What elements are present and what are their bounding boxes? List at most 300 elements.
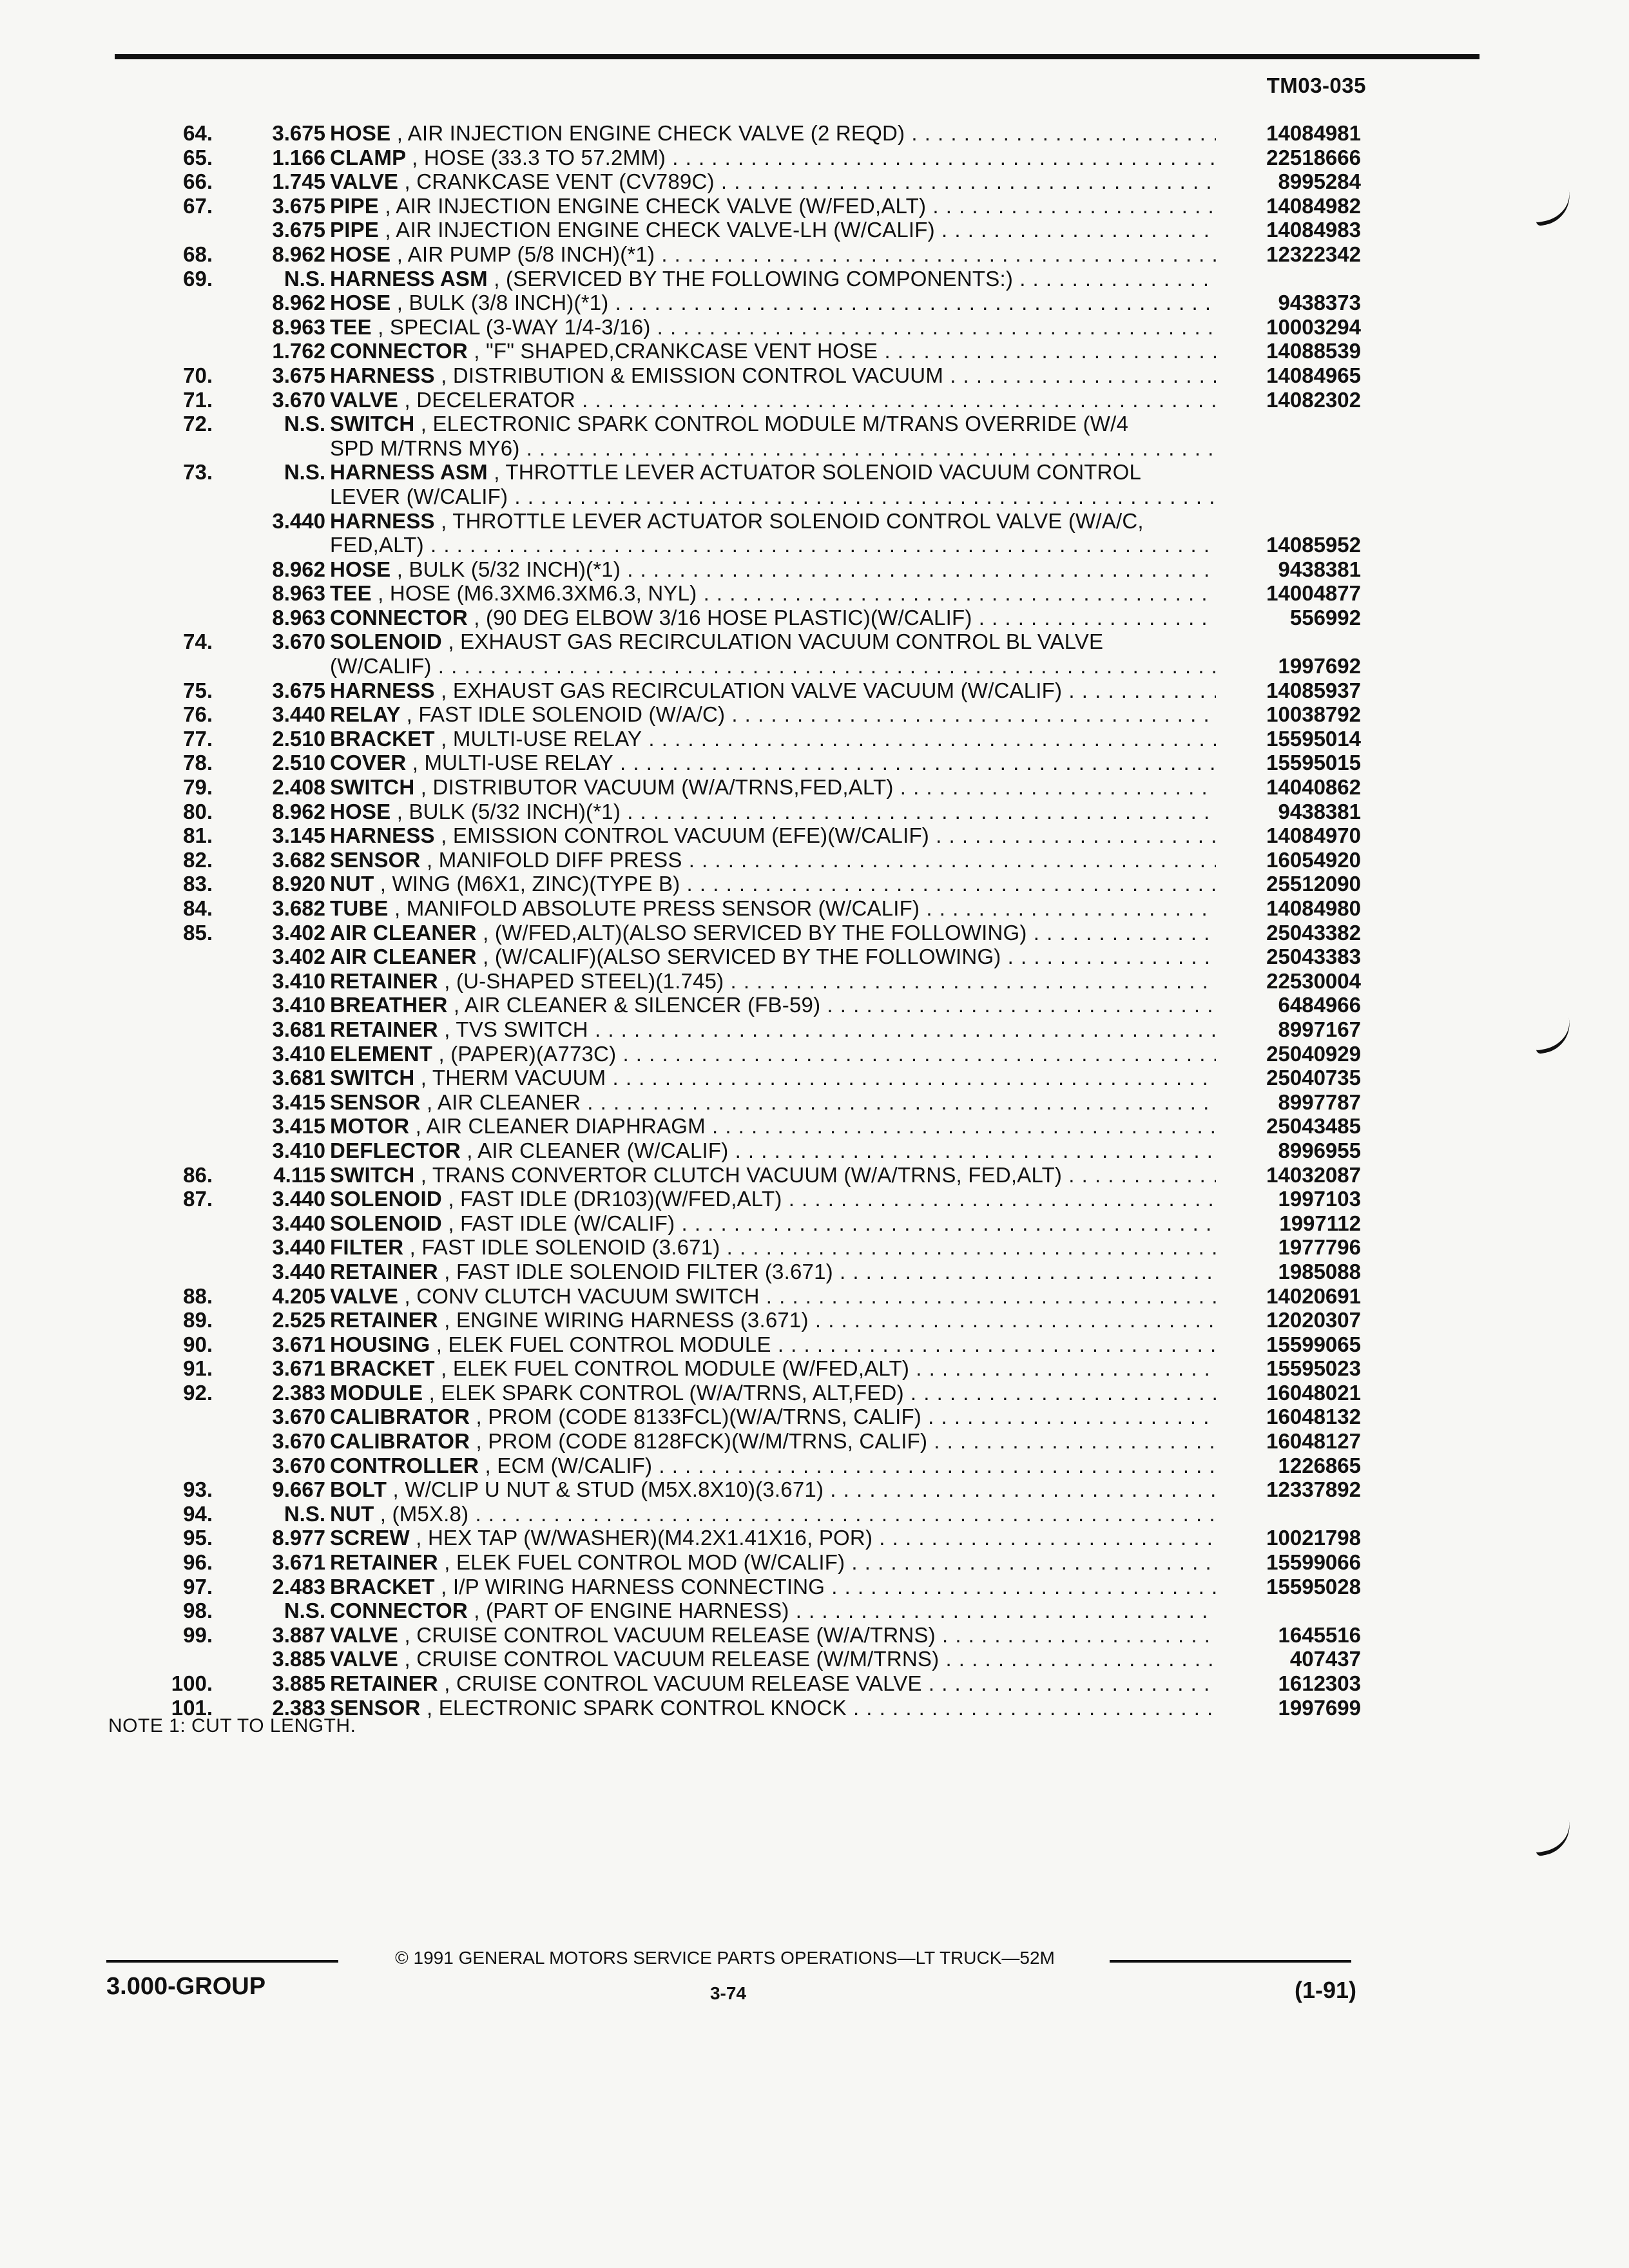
item-number: 73. — [183, 460, 213, 485]
part-name: CALIBRATOR — [330, 1429, 470, 1454]
part-name: RETAINER — [330, 1017, 438, 1041]
item-number: 64. — [183, 121, 213, 145]
part-number: 10021798 — [1266, 1526, 1361, 1550]
part-detail: , CRANKCASE VENT (CV789C) — [404, 169, 715, 194]
table-row — [0, 1187, 1629, 1211]
part-name: HOUSING — [330, 1332, 430, 1356]
part-detail: , HOSE (M6.3XM6.3XM6.3, NYL) — [378, 581, 697, 606]
table-row — [0, 267, 1629, 291]
part-description — [330, 1308, 1216, 1332]
part-name: BOLT — [330, 1477, 387, 1502]
item-number: 69. — [183, 266, 213, 291]
group-number: N.S. — [284, 460, 325, 485]
part-detail: , AIR INJECTION ENGINE CHECK VALVE-LH (W/CALIF) — [385, 218, 935, 242]
part-number: 12322342 — [1266, 242, 1361, 266]
table-row — [0, 1623, 1629, 1648]
item-number: 65. — [183, 145, 213, 169]
group-number: 8.963 — [272, 581, 325, 606]
part-name: TEE — [330, 581, 372, 606]
table-row — [0, 896, 1629, 921]
part-description — [330, 1356, 1216, 1381]
item-number: 66. — [183, 169, 213, 194]
footnote: NOTE 1: CUT TO LENGTH. — [108, 1715, 356, 1736]
item-number: 80. — [183, 799, 213, 823]
part-description — [330, 1260, 1216, 1284]
part-name: PIPE — [330, 193, 380, 218]
part-description — [330, 388, 1216, 412]
part-number: 15595023 — [1266, 1356, 1361, 1381]
group-number: 3.440 — [272, 1235, 325, 1260]
part-description — [330, 654, 1216, 678]
part-number: 14032087 — [1266, 1162, 1361, 1187]
part-description — [330, 533, 1216, 557]
group-number: 3.670 — [272, 1429, 325, 1454]
group-number: 3.681 — [272, 1066, 325, 1090]
part-number: 1977796 — [1278, 1235, 1361, 1260]
table-row — [0, 1526, 1629, 1550]
part-description — [330, 896, 1216, 921]
part-description — [330, 1429, 1216, 1454]
part-name: SOLENOID — [330, 629, 442, 654]
part-number: 14084982 — [1266, 193, 1361, 218]
part-description — [330, 509, 1216, 533]
group-number: 3.675 — [272, 121, 325, 145]
part-detail: LEVER (W/CALIF) — [330, 484, 508, 508]
part-name: VALVE — [330, 1283, 399, 1308]
group-number: 3.671 — [272, 1332, 325, 1356]
group-number: 3.671 — [272, 1356, 325, 1381]
part-description — [330, 1284, 1216, 1309]
part-number: 15599066 — [1266, 1550, 1361, 1575]
part-name: NUT — [330, 872, 374, 896]
part-detail: , FAST IDLE SOLENOID (3.671) — [409, 1235, 720, 1260]
part-number: 25040735 — [1266, 1066, 1361, 1090]
part-name: HOSE — [330, 557, 391, 581]
group-number: 3.415 — [272, 1090, 325, 1114]
item-number: 100. — [171, 1671, 213, 1695]
part-name: VALVE — [330, 1647, 399, 1671]
part-description — [330, 169, 1216, 194]
part-description — [330, 146, 1216, 170]
item-number: 97. — [183, 1574, 213, 1599]
item-number: 90. — [183, 1332, 213, 1356]
group-number: 4.115 — [273, 1162, 325, 1187]
group-number: 3.885 — [272, 1647, 325, 1671]
footer-rule-left — [106, 1960, 338, 1963]
part-number: 9438373 — [1278, 291, 1361, 315]
part-description — [330, 945, 1216, 969]
part-description — [330, 751, 1216, 775]
part-description — [330, 1623, 1216, 1648]
part-detail: , (PART OF ENGINE HARNESS) — [474, 1599, 789, 1623]
group-number: 8.962 — [272, 291, 325, 315]
table-row — [0, 533, 1629, 557]
part-detail: , AIR CLEANER — [426, 1090, 581, 1114]
revision-date: (1-91) — [1294, 1977, 1356, 2003]
part-description — [330, 363, 1216, 388]
part-name: HOSE — [330, 121, 391, 145]
part-name: HOSE — [330, 291, 391, 315]
table-row — [0, 146, 1629, 170]
part-name: BRACKET — [330, 1356, 435, 1381]
part-detail: FED,ALT) — [330, 533, 424, 557]
part-name: VALVE — [330, 169, 399, 194]
page-number: 3-74 — [709, 1983, 747, 2003]
part-name: HOSE — [330, 799, 391, 823]
group-number: 3.671 — [272, 1550, 325, 1575]
table-row — [0, 169, 1629, 194]
part-description — [330, 121, 1216, 146]
part-detail: , ELEK FUEL CONTROL MODULE (W/FED,ALT) — [441, 1356, 910, 1381]
group-number: 3.440 — [272, 1211, 325, 1235]
table-row — [0, 557, 1629, 582]
group-number: 3.670 — [272, 387, 325, 412]
group-label: 3.000-GROUP — [106, 1973, 266, 2000]
table-row — [0, 1332, 1629, 1357]
table-row — [0, 993, 1629, 1017]
part-number: 14004877 — [1266, 581, 1361, 606]
part-name: COVER — [330, 751, 407, 775]
part-detail: , (W/CALIF)(ALSO SERVICED BY THE FOLLOWING) — [483, 945, 1001, 969]
part-description — [330, 1477, 1216, 1502]
table-row — [0, 1066, 1629, 1090]
part-name: CONNECTOR — [330, 1599, 468, 1623]
part-detail: SPD M/TRNS MY6) — [330, 436, 520, 460]
part-detail: , FAST IDLE SOLENOID (W/A/C) — [406, 702, 726, 727]
table-row — [0, 823, 1629, 848]
part-number: 1226865 — [1278, 1453, 1361, 1477]
group-number: 3.675 — [272, 218, 325, 242]
part-number: 14088539 — [1266, 339, 1361, 363]
part-description — [330, 436, 1216, 461]
part-number: 12020307 — [1266, 1308, 1361, 1332]
part-name: HOSE — [330, 242, 391, 266]
part-number: 22530004 — [1266, 968, 1361, 993]
part-number: 556992 — [1289, 605, 1361, 629]
part-description — [330, 1114, 1216, 1139]
part-number: 1997103 — [1278, 1187, 1361, 1211]
table-row — [0, 291, 1629, 315]
table-row — [0, 1429, 1629, 1454]
part-description — [330, 775, 1216, 800]
part-detail: , EXHAUST GAS RECIRCULATION VALVE VACUUM (W/CALIF) — [441, 678, 1063, 702]
part-number: 14082302 — [1266, 387, 1361, 412]
group-number: 8.962 — [272, 242, 325, 266]
group-number: 3.682 — [272, 847, 325, 872]
part-name: RELAY — [330, 702, 401, 727]
part-number: 6484966 — [1278, 993, 1361, 1017]
parts-list — [0, 121, 1629, 1720]
table-row — [0, 1042, 1629, 1066]
group-number: 9.667 — [272, 1477, 325, 1502]
part-description — [330, 1235, 1216, 1260]
part-description — [330, 1139, 1216, 1163]
part-name: FILTER — [330, 1235, 404, 1260]
part-detail: , MULTI-USE RELAY — [412, 751, 613, 775]
part-name: RETAINER — [330, 1550, 438, 1575]
part-number: 25043383 — [1266, 945, 1361, 969]
group-number: 3.410 — [272, 1138, 325, 1162]
document-id: TM03-035 — [1266, 73, 1366, 97]
part-detail: , DECELERATOR — [404, 387, 575, 412]
copyright-line: © 1991 GENERAL MOTORS SERVICE PARTS OPERATIONS—LT TRUCK—52M — [395, 1948, 1055, 1968]
part-detail: , CRUISE CONTROL VACUUM RELEASE VALVE — [444, 1671, 922, 1695]
table-row — [0, 363, 1629, 388]
group-number: 3.887 — [272, 1622, 325, 1647]
binder-hole-mark — [1531, 1820, 1575, 1856]
part-number: 22518666 — [1266, 145, 1361, 169]
part-detail: , CONV CLUTCH VACUUM SWITCH — [404, 1283, 760, 1308]
table-row — [0, 678, 1629, 703]
part-description — [330, 1187, 1216, 1211]
table-row — [0, 485, 1629, 509]
table-row — [0, 1211, 1629, 1236]
part-detail: , FAST IDLE SOLENOID FILTER (3.671) — [444, 1259, 833, 1283]
table-row — [0, 606, 1629, 630]
part-detail: , AIR CLEANER (W/CALIF) — [467, 1138, 729, 1162]
table-row — [0, 702, 1629, 727]
part-description — [330, 702, 1216, 727]
item-number: 74. — [183, 629, 213, 654]
part-description — [330, 678, 1216, 703]
part-description — [330, 1526, 1216, 1550]
part-number: 15595028 — [1266, 1574, 1361, 1599]
part-description — [330, 1671, 1216, 1696]
group-number: 3.410 — [272, 968, 325, 993]
part-description — [330, 1042, 1216, 1066]
part-number: 15595015 — [1266, 751, 1361, 775]
item-number: 96. — [183, 1550, 213, 1575]
group-number: 3.440 — [272, 508, 325, 533]
part-number: 1645516 — [1278, 1622, 1361, 1647]
part-name: DEFLECTOR — [330, 1138, 461, 1162]
part-name: HARNESS — [330, 363, 435, 387]
part-description — [330, 1332, 1216, 1357]
part-name: SWITCH — [330, 1066, 415, 1090]
group-number: N.S. — [284, 1501, 325, 1526]
group-number: 3.681 — [272, 1017, 325, 1041]
part-name: CONTROLLER — [330, 1453, 479, 1477]
part-number: 14020691 — [1266, 1283, 1361, 1308]
group-number: 2.383 — [272, 1695, 325, 1720]
part-number: 8996955 — [1278, 1138, 1361, 1162]
part-detail: , (90 DEG ELBOW 3/16 HOSE PLASTIC)(W/CALIF) — [474, 605, 972, 629]
part-detail: , ELECTRONIC SPARK CONTROL MODULE M/TRANS OVERRIDE (W/4 — [420, 412, 1129, 436]
part-detail: , THERM VACUUM — [420, 1066, 606, 1090]
table-row — [0, 242, 1629, 267]
item-number: 70. — [183, 363, 213, 387]
part-name: RETAINER — [330, 1259, 438, 1283]
group-number: N.S. — [284, 1599, 325, 1623]
group-number: 2.383 — [272, 1380, 325, 1405]
part-detail: , DISTRIBUTOR VACUUM (W/A/TRNS,FED,ALT) — [420, 775, 894, 800]
part-description — [330, 727, 1216, 751]
item-number: 68. — [183, 242, 213, 266]
part-name: NUT — [330, 1501, 374, 1526]
part-number: 1997699 — [1278, 1695, 1361, 1720]
part-description — [330, 460, 1216, 485]
table-row — [0, 1235, 1629, 1260]
part-number: 16054920 — [1266, 847, 1361, 872]
part-description — [330, 1599, 1216, 1623]
item-number: 85. — [183, 920, 213, 945]
part-number: 1997112 — [1279, 1211, 1361, 1235]
item-number: 89. — [183, 1308, 213, 1332]
group-number: 3.440 — [272, 1259, 325, 1283]
part-name: CALIBRATOR — [330, 1405, 470, 1429]
item-number: 95. — [183, 1526, 213, 1550]
table-row — [0, 388, 1629, 412]
table-row — [0, 1599, 1629, 1623]
part-detail: , (M5X.8) — [380, 1501, 469, 1526]
part-number: 9438381 — [1278, 557, 1361, 581]
table-row — [0, 1550, 1629, 1575]
item-number: 67. — [183, 193, 213, 218]
group-number: 1.166 — [272, 145, 325, 169]
top-rule — [115, 54, 1480, 59]
part-number: 25040929 — [1266, 1041, 1361, 1066]
group-number: 3.670 — [272, 1453, 325, 1477]
part-description — [330, 291, 1216, 315]
table-row — [0, 751, 1629, 775]
table-row — [0, 1114, 1629, 1139]
part-description — [330, 1066, 1216, 1090]
item-number: 76. — [183, 702, 213, 727]
table-row — [0, 460, 1629, 485]
group-number: 3.440 — [272, 1187, 325, 1211]
part-name: SCREW — [330, 1526, 410, 1550]
item-number: 99. — [183, 1622, 213, 1647]
part-detail: , EXHAUST GAS RECIRCULATION VACUUM CONTROL BL VALVE — [448, 629, 1104, 654]
item-number: 72. — [183, 412, 213, 436]
part-number: 1612303 — [1278, 1671, 1361, 1695]
group-number: 3.885 — [272, 1671, 325, 1695]
part-number: 25043382 — [1266, 920, 1361, 945]
part-detail: , W/CLIP U NUT & STUD (M5X.8X10)(3.671) — [392, 1477, 824, 1502]
table-row — [0, 1671, 1629, 1696]
table-row — [0, 1381, 1629, 1405]
group-number: 2.408 — [272, 775, 325, 800]
part-description — [330, 1090, 1216, 1115]
part-detail: , BULK (5/32 INCH)(*1) — [396, 799, 621, 823]
part-detail: , "F" SHAPED,CRANKCASE VENT HOSE — [474, 339, 878, 363]
part-description — [330, 1575, 1216, 1599]
part-detail: , SPECIAL (3-WAY 1/4-3/16) — [378, 314, 651, 339]
group-number: 4.205 — [272, 1283, 325, 1308]
part-detail: , MULTI-USE RELAY — [441, 726, 642, 751]
part-name: RETAINER — [330, 1671, 438, 1695]
part-description — [330, 412, 1216, 436]
part-detail: (W/CALIF) — [330, 654, 432, 678]
part-detail: , FAST IDLE (DR103)(W/FED,ALT) — [448, 1187, 782, 1211]
part-number: 14085952 — [1266, 533, 1361, 557]
part-number: 14084983 — [1266, 218, 1361, 242]
part-detail: , PROM (CODE 8133FCL)(W/A/TRNS, CALIF) — [476, 1405, 921, 1429]
part-number: 10038792 — [1266, 702, 1361, 727]
table-row — [0, 1308, 1629, 1332]
table-row — [0, 194, 1629, 218]
group-number: 3.402 — [272, 920, 325, 945]
item-number: 88. — [183, 1283, 213, 1308]
part-description — [330, 1405, 1216, 1429]
part-name: MODULE — [330, 1380, 423, 1405]
item-number: 92. — [183, 1380, 213, 1405]
part-detail: , ELECTRONIC SPARK CONTROL KNOCK — [426, 1695, 847, 1720]
item-number: 84. — [183, 896, 213, 920]
part-number: 15599065 — [1266, 1332, 1361, 1356]
part-detail: , WING (M6X1, ZINC)(TYPE B) — [380, 872, 680, 896]
part-name: TEE — [330, 314, 372, 339]
group-number: 3.670 — [272, 629, 325, 654]
part-description — [330, 629, 1216, 654]
item-number: 83. — [183, 872, 213, 896]
part-description — [330, 1550, 1216, 1575]
table-row — [0, 1017, 1629, 1042]
group-number: 1.745 — [272, 169, 325, 194]
part-number: 25043485 — [1266, 1114, 1361, 1139]
part-description — [330, 194, 1216, 218]
part-name: SENSOR — [330, 1090, 421, 1114]
part-description — [330, 581, 1216, 606]
part-number: 407437 — [1289, 1647, 1361, 1671]
part-detail: , BULK (3/8 INCH)(*1) — [396, 291, 609, 315]
group-number: 2.510 — [272, 751, 325, 775]
part-description — [330, 1381, 1216, 1405]
table-row — [0, 945, 1629, 969]
part-name: AIR CLEANER — [330, 920, 477, 945]
group-number: 8.963 — [272, 314, 325, 339]
part-detail: , TVS SWITCH — [444, 1017, 588, 1041]
part-name: HARNESS ASM — [330, 460, 488, 485]
group-number: 3.682 — [272, 896, 325, 920]
part-description — [330, 921, 1216, 945]
part-number: 1985088 — [1278, 1259, 1361, 1283]
table-row — [0, 1090, 1629, 1115]
part-description — [330, 1647, 1216, 1671]
part-detail: , HEX TAP (W/WASHER)(M4.2X1.41X16, POR) — [416, 1526, 873, 1550]
group-number: 8.920 — [272, 872, 325, 896]
group-number: 3.440 — [272, 702, 325, 727]
part-description — [330, 1017, 1216, 1042]
part-name: CONNECTOR — [330, 339, 468, 363]
part-name: RETAINER — [330, 1308, 438, 1332]
part-number: 8997167 — [1278, 1017, 1361, 1041]
item-number: 71. — [183, 387, 213, 412]
group-number: 3.402 — [272, 945, 325, 969]
part-detail: , MANIFOLD DIFF PRESS — [426, 847, 682, 872]
item-number: 77. — [183, 726, 213, 751]
part-description — [330, 218, 1216, 242]
part-detail: , BULK (5/32 INCH)(*1) — [396, 557, 621, 581]
part-detail: , ELEK SPARK CONTROL (W/A/TRNS, ALT,FED) — [429, 1380, 904, 1405]
item-number: 93. — [183, 1477, 213, 1502]
part-name: SENSOR — [330, 847, 421, 872]
group-number: 1.762 — [272, 339, 325, 363]
part-detail: , ELEK FUEL CONTROL MOD (W/CALIF) — [444, 1550, 845, 1575]
part-description — [330, 1163, 1216, 1187]
item-number: 81. — [183, 823, 213, 848]
part-detail: , AIR CLEANER DIAPHRAGM — [415, 1114, 706, 1139]
group-number: 3.675 — [272, 363, 325, 387]
part-number: 12337892 — [1266, 1477, 1361, 1502]
part-number: 14084980 — [1266, 896, 1361, 920]
part-number: 14040862 — [1266, 775, 1361, 800]
table-row — [0, 775, 1629, 800]
group-number: 2.483 — [272, 1574, 325, 1599]
part-detail: , I/P WIRING HARNESS CONNECTING — [441, 1574, 825, 1599]
part-detail: , EMISSION CONTROL VACUUM (EFE)(W/CALIF) — [441, 823, 929, 848]
part-name: SENSOR — [330, 1695, 421, 1720]
